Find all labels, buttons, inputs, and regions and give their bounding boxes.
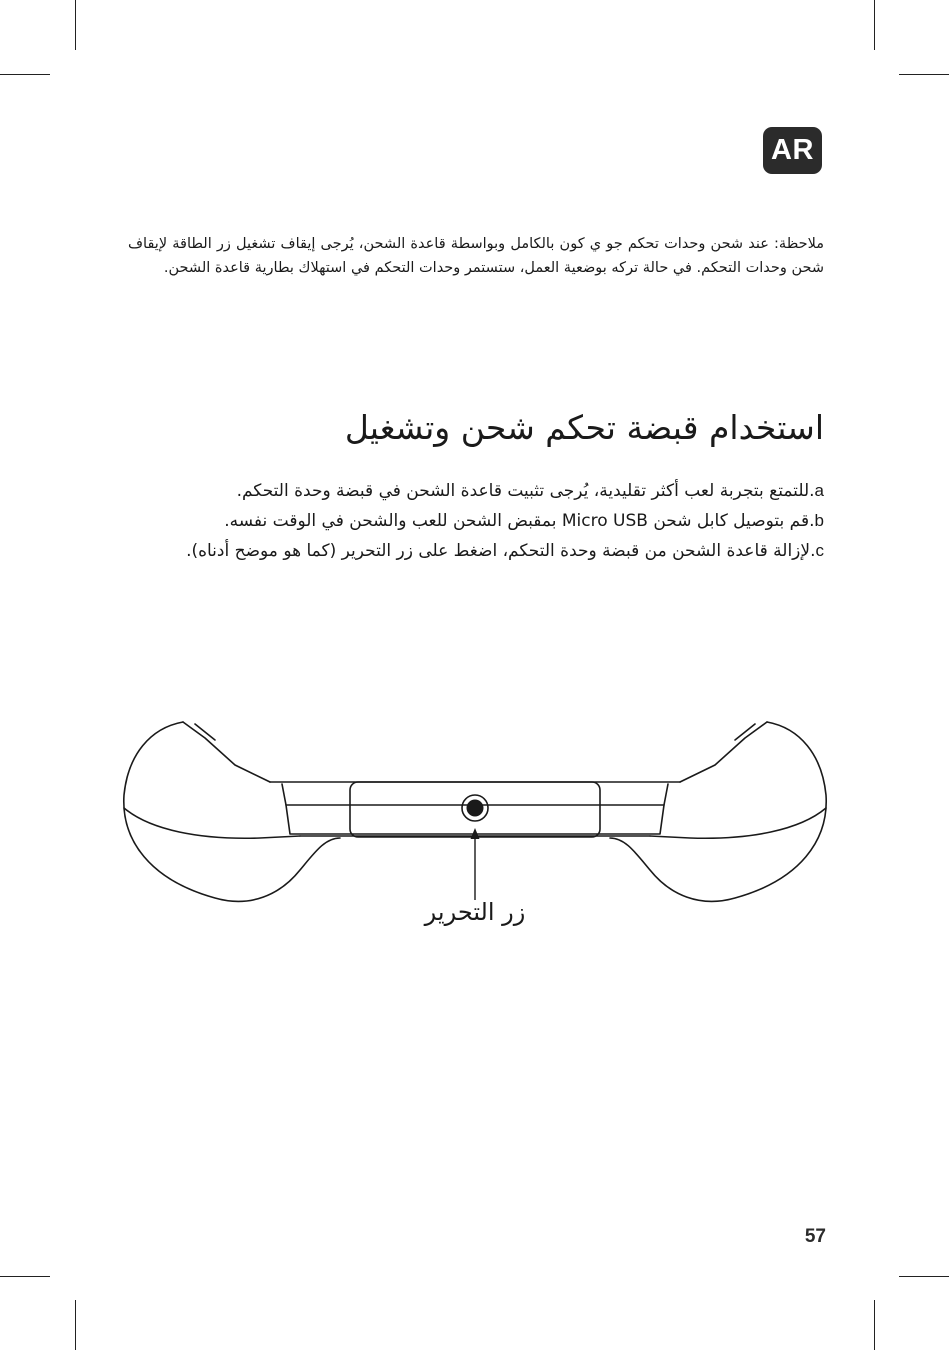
section-title: استخدام قبضة تحكم شحن وتشغيل [344,408,824,447]
crop-mark [75,1300,76,1350]
crop-mark [874,1300,875,1350]
charging-note: ملاحظة: عند شحن وحدات تحكم جو ي كون بالكامل وبواسطة قاعدة الشحن، يُرجى إيقاف تشغيل زر الطاقة لإيقاف شحن وحدات التحكم. في حالة تركه بوضعية العمل، ستستمر وحدات التحكم في استهلاك بطارية قاعدة الشحن. [128,236,824,276]
crop-mark [899,74,949,75]
page-number: 57 [804,1226,826,1247]
crop-mark [0,74,50,75]
crop-mark [0,1276,50,1277]
step-letter: b [814,511,824,530]
step-text: لإزالة قاعدة الشحن من قبضة وحدة التحكم، اضغط على زر التحرير (كما هو موضح أدناه). [186,541,811,561]
instruction-steps [140,476,824,566]
step-item: c.لإزالة قاعدة الشحن من قبضة وحدة التحكم، اضغط على زر التحرير (كما هو موضح أدناه). [186,541,824,561]
step-item: a.للتمتع بتجربة لعب أكثر تقليدية، يُرجى تثبيت قاعدة الشحن في قبضة وحدة التحكم. [236,481,824,501]
release-button-label: زر التحرير [424,898,526,926]
step-text: للتمتع بتجربة لعب أكثر تقليدية، يُرجى تثبيت قاعدة الشحن في قبضة وحدة التحكم. [236,481,810,501]
step-letter: a [814,481,824,500]
step-item: b.قم بتوصيل كابل شحن Micro USB بمقبض الشحن للعب والشحن في الوقت نفسه. [224,511,824,531]
step-text: قم بتوصيل كابل شحن Micro USB بمقبض الشحن للعب والشحن في الوقت نفسه. [224,511,810,531]
release-button-cap [467,800,484,817]
crop-mark [75,0,76,50]
crop-mark [899,1276,949,1277]
language-badge: AR [763,127,822,174]
step-letter: c [815,541,824,560]
crop-mark [874,0,875,50]
